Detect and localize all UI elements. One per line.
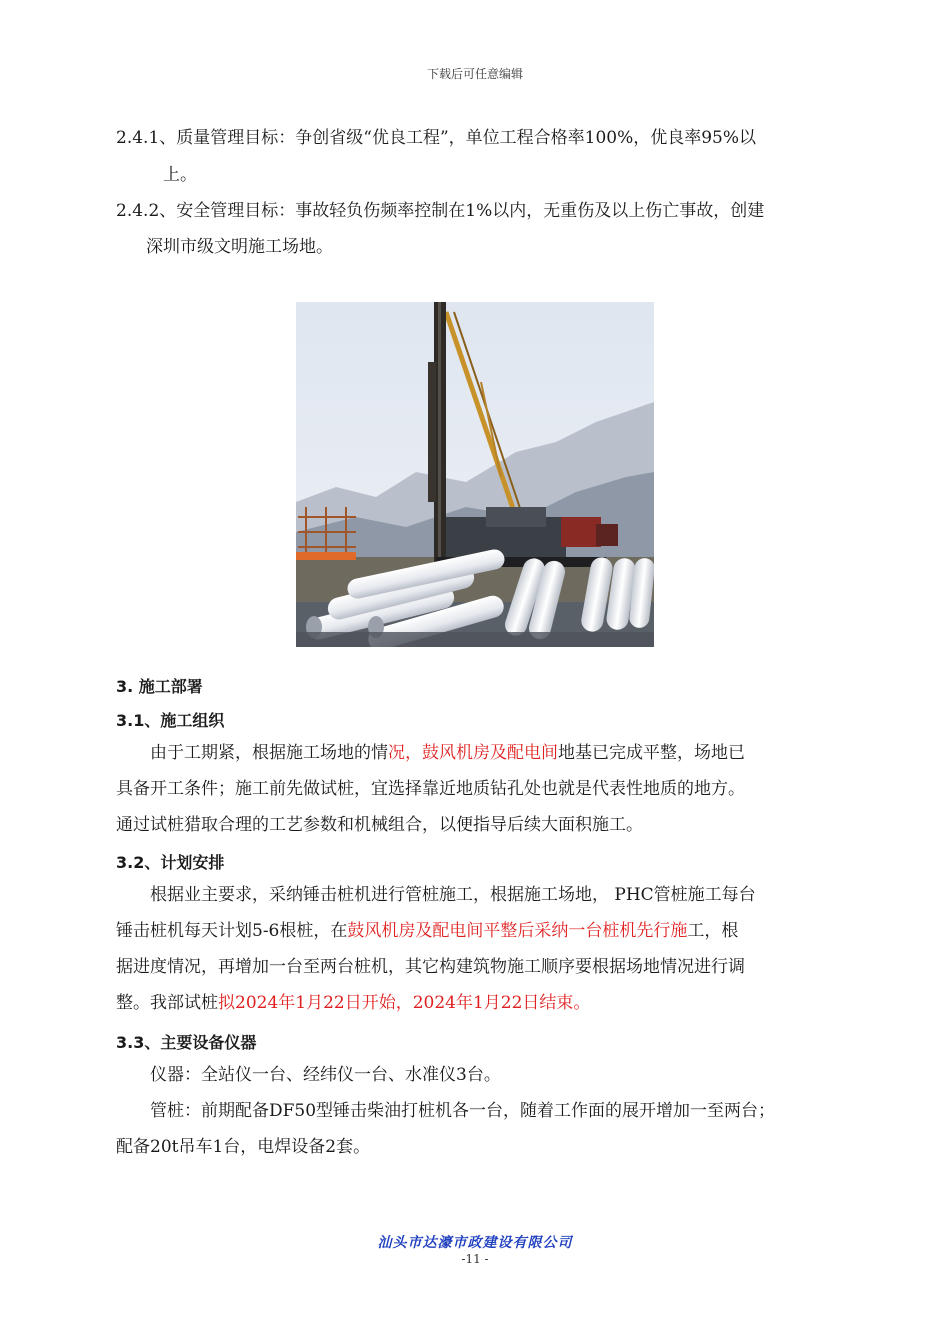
section-3-1-para-line2: 具备开工条件；施工前先做试桩，宜选择靠近地质钻孔处也就是代表性地质的地方。 <box>116 779 745 799</box>
section-3-2-para-line2: 锤击桩机每天计划5-6根桩，在鼓风机房及配电间平整后采纳一台桩机先行施工，根 <box>116 921 739 941</box>
section-3-2-para-line1: 根据业主要求，采纳锤击桩机进行管桩施工，根据施工场地， PHC管桩施工每台 <box>150 885 756 905</box>
section-3-2-para-line4: 整。我部试桩拟2024年1月22日开始，2024年1月22日结束。 <box>116 993 591 1013</box>
goal-2-4-1-line1: 2.4.1、质量管理目标：争创省级“优良工程”，单位工程合格率100%，优良率95%以 <box>116 128 757 148</box>
header-note: 下载后可任意编辑 <box>426 67 523 81</box>
highlight-text: 况，鼓风机房及配电间 <box>388 743 558 763</box>
goal-2-4-2-line2: 深圳市级文明施工场地。 <box>146 237 333 257</box>
highlight-text: 拟2024年1月22日开始，2024年1月22日结束。 <box>218 993 591 1013</box>
section-3-1-title: 3.1、施工组织 <box>116 711 225 730</box>
pile-driver-photo <box>296 302 654 647</box>
goal-2-4-2-line1: 2.4.2、安全管理目标：事故轻负伤频率控制在1%以内，无重伤及以上伤亡事故，创建 <box>116 201 765 221</box>
section-3-1-para-line3: 通过试桩猎取合理的工艺参数和机械组合，以便指导后续大面积施工。 <box>116 815 643 835</box>
page-number: -11 - <box>461 1252 489 1266</box>
section-3-1-para-line1: 由于工期紧，根据施工场地的情况，鼓风机房及配电间地基已完成平整，场地已 <box>150 743 745 763</box>
section-3-2-title: 3.2、计划安排 <box>116 853 225 872</box>
section-3-3-piles-line1: 管桩：前期配备DF50型锤击柴油打桩机各一台，随着工作面的展开增加一至两台； <box>150 1101 776 1121</box>
section-3-3-instruments: 仪器：全站仪一台、经纬仪一台、水准仪3台。 <box>150 1065 501 1085</box>
footer-company: 汕头市达濠市政建设有限公司 <box>377 1235 573 1251</box>
section-3-title: 3. 施工部署 <box>116 677 203 696</box>
section-3-2-para-line3: 据进度情况，再增加一台至两台桩机，其它构建筑物施工顺序要根据场地情况进行调 <box>116 957 745 977</box>
section-3-3-title: 3.3、主要设备仪器 <box>116 1033 257 1052</box>
goal-2-4-1-line2: 上。 <box>163 165 197 185</box>
section-3-3-piles-line2: 配备20t吊车1台，电焊设备2套。 <box>116 1137 371 1157</box>
highlight-text: 鼓风机房及配电间平整后采纳一台桩机先行施 <box>347 921 688 941</box>
